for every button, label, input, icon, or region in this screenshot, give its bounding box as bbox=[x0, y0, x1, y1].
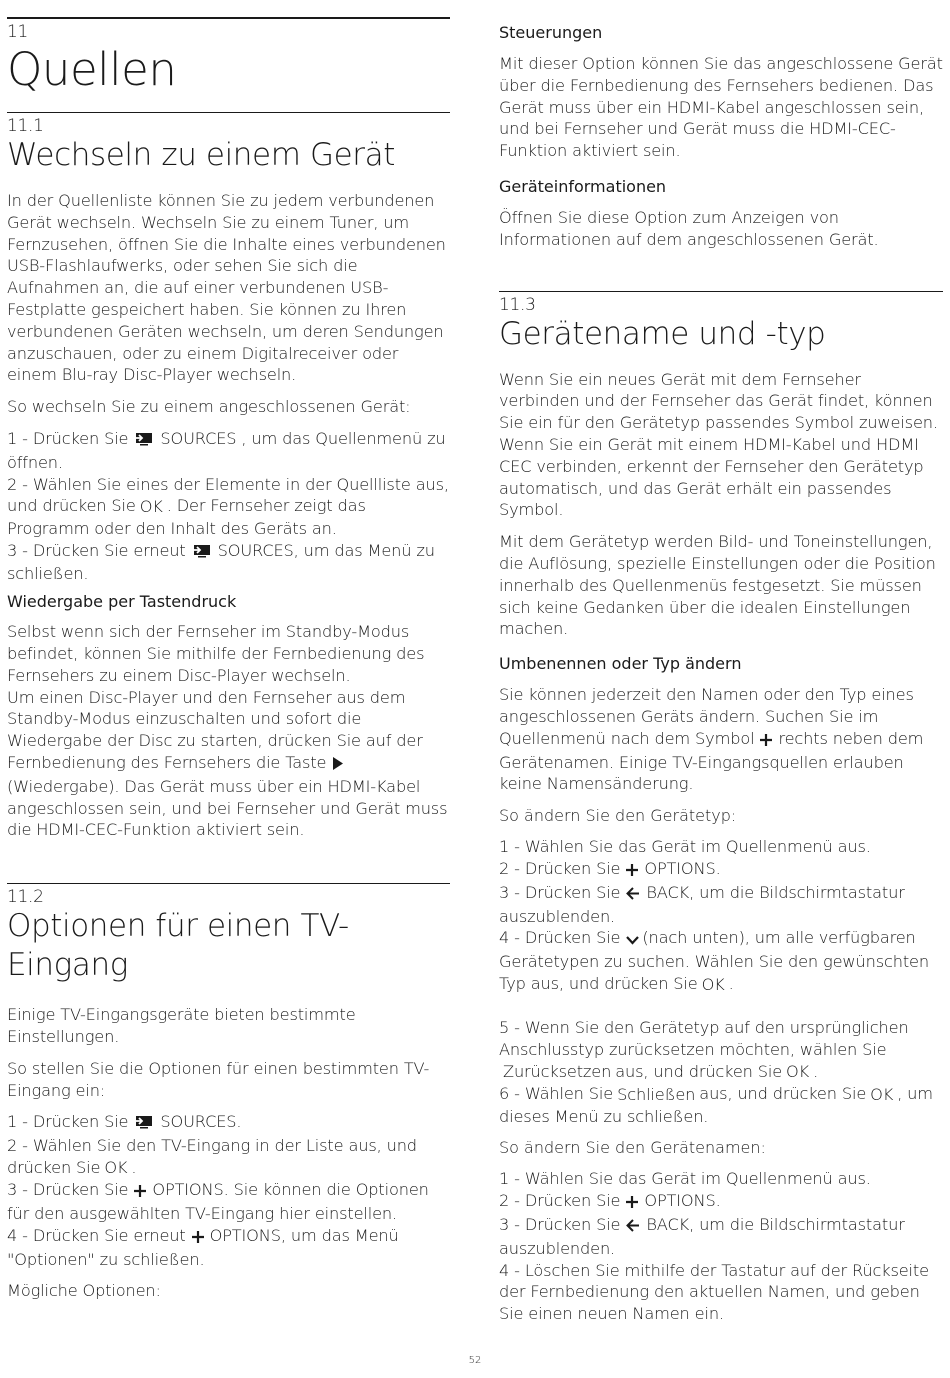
paragraph: So stellen Sie die Optionen für einen bestimmten TV-Eingang ein: bbox=[7, 1058, 430, 1100]
play-icon bbox=[332, 754, 344, 776]
step-text: . Der Fernseher zeigt das Programm oder den Inhalt des Geräts an. bbox=[7, 496, 366, 538]
section-title: Wechseln zu einem Gerät bbox=[7, 137, 395, 173]
chevron-down-icon bbox=[626, 929, 639, 951]
section-title: Optionen für einen TV-Eingang bbox=[7, 908, 349, 984]
key-label: OK bbox=[139, 496, 163, 516]
plus-icon bbox=[626, 1192, 638, 1214]
paragraph: Wenn Sie ein neues Gerät mit dem Fernseher verbinden und der Fernseher das Gerät findet, können Sie ein für den Gerätetyp passendes Symbol zuweisen. Wenn Sie ein Gerät mit einem HDMI-Kabel und HDMI CEC verbinden, erkennt der Fernseher den Gerätetyp automatisch, und das Gerät erhält ein passendes Symbol. bbox=[499, 369, 938, 520]
step-text: , um dieses Menü zu schließen. bbox=[499, 1084, 933, 1126]
sources-icon bbox=[134, 430, 154, 452]
step-text: 1 - Drücken Sie bbox=[7, 428, 129, 448]
key-label: OPTIONS bbox=[644, 1191, 716, 1211]
step-text: 3 - Drücken Sie bbox=[499, 882, 621, 902]
back-arrow-icon bbox=[626, 1216, 640, 1238]
step-text: 4 - Drücken Sie erneut bbox=[7, 1225, 186, 1245]
key-label: Zurücksetzen bbox=[503, 1062, 612, 1082]
chapter-title: Quellen bbox=[7, 43, 177, 96]
step-text: . bbox=[236, 1112, 242, 1132]
step-text: 3 - Drücken Sie bbox=[499, 1215, 621, 1235]
key-label: SOURCES bbox=[217, 540, 294, 560]
step-text: , um die Bildschirmtastatur auszublenden. bbox=[499, 882, 905, 926]
key-label: OK bbox=[786, 1062, 810, 1082]
step-text: 2 - Drücken Sie bbox=[499, 858, 621, 878]
key-label: SOURCES bbox=[160, 1112, 237, 1132]
paragraph: Mögliche Optionen: bbox=[7, 1281, 161, 1301]
key-label: OPTIONS bbox=[152, 1180, 224, 1200]
step-text: 2 - Drücken Sie bbox=[499, 1191, 621, 1211]
step-text: 1 - Wählen Sie das Gerät im Quellenmenü aus. bbox=[499, 837, 871, 857]
step-item bbox=[7, 428, 450, 585]
step-text: (nach unten), um alle verfügbaren Gerätetypen zu suchen. Wählen Sie den gewünschten Typ aus, und drücken Sie bbox=[499, 928, 929, 993]
step-text: 4 - Löschen Sie mithilfe der Tastatur auf der Rückseite der Fernbedienung den aktuellen Namen, und geben Sie einen neuen Namen ein. bbox=[499, 1260, 929, 1324]
subheading: Steuerungen bbox=[499, 23, 603, 42]
step-text: 2 - Wählen Sie eines der Elemente in der Quellliste aus, und drücken Sie bbox=[7, 474, 449, 516]
section-rule bbox=[7, 883, 450, 884]
step-text: . bbox=[715, 1191, 721, 1211]
step-text: 5 - Wenn Sie den Gerätetyp auf den ursprünglichen Anschlusstyp zurücksetzen möchten, wählen Sie bbox=[499, 1018, 909, 1060]
paragraph-text: (Wiedergabe). Das Gerät muss über ein HDMI-Kabel angeschlossen sein, und bei Fernseher und Gerät muss die HDMI-CEC-Funktion aktiviert sein. bbox=[7, 776, 448, 840]
key-label: BACK bbox=[646, 1215, 690, 1235]
key-label: OPTIONS bbox=[644, 858, 716, 878]
paragraph: In der Quellenliste können Sie zu jedem verbundenen Gerät wechseln. Wechseln Sie zu einem Tuner, um Fernzusehen, öffnen Sie die Inhalte eines verbundenen USB-Flashlaufwerks, oder sehen Sie sich die Aufnahmen an, die auf einer verbundenen USB-Festplatte gespeichert haben. Sie können zu Ihren verbundenen Geräten wechseln, um deren Sendungen anzuschauen, oder zu einem Digitalreceiver oder einem Blu-ray Disc-Player wechseln. bbox=[7, 191, 446, 385]
step-text: aus, und drücken Sie bbox=[699, 1084, 867, 1104]
plus-icon bbox=[760, 730, 772, 752]
step-text: 1 - Wählen Sie das Gerät im Quellenmenü aus. bbox=[499, 1169, 871, 1189]
step-text: . bbox=[813, 1061, 819, 1081]
chapter-rule bbox=[7, 17, 450, 19]
step-text: . bbox=[131, 1157, 137, 1177]
subheading: Umbenennen oder Typ ändern bbox=[499, 654, 742, 674]
step-text: 4 - Drücken Sie bbox=[499, 928, 621, 948]
subheading: Wiedergabe per Tastendruck bbox=[7, 592, 237, 612]
subheading: So ändern Sie den Gerätetyp: bbox=[499, 806, 737, 826]
left-column bbox=[7, 0, 450, 1302]
plus-icon bbox=[134, 1181, 146, 1203]
section-number: 11.2 bbox=[7, 887, 44, 908]
page-number: 52 bbox=[468, 1355, 482, 1366]
subheading: Geräteinformationen bbox=[499, 176, 667, 196]
paragraph: Mit dieser Option können Sie das angeschlossene Gerät über die Fernbedienung des Fernsehers bedienen. Das Gerät muss über ein HDMI-Kabel angeschlossen sein, und bei Fernseher und Gerät muss die HDMI-CEC-Funktion aktiviert sein. bbox=[499, 54, 943, 161]
step-list bbox=[499, 836, 943, 995]
step-text: . Sie können die Optionen für den ausgewählten TV-Eingang hier einstellen. bbox=[7, 1180, 429, 1224]
paragraph: Öffnen Sie diese Option zum Anzeigen von Informationen auf dem angeschlossenen Gerät. bbox=[499, 207, 879, 249]
step-text: 1 - Drücken Sie bbox=[7, 1112, 129, 1132]
plus-icon bbox=[626, 860, 638, 882]
key-label: OK bbox=[104, 1158, 128, 1178]
section-rule bbox=[7, 112, 450, 113]
step-text: , um das Menü "Optionen" zu schließen. bbox=[7, 1225, 399, 1269]
chapter-number: 11 bbox=[7, 22, 29, 42]
paragraph-text: Um einen Disc-Player und den Fernseher aus dem Standby-Modus einzuschalten und sofort die Wiedergabe der Disc zu starten, drücken Sie auf der Fernbedienung des Fernsehers die Taste bbox=[7, 687, 423, 772]
step-list bbox=[7, 1111, 450, 1270]
step-list bbox=[499, 1168, 943, 1325]
step-text: , um das Quellenmenü zu öffnen. bbox=[7, 428, 446, 472]
section-rule bbox=[499, 291, 943, 292]
key-label: SOURCES bbox=[160, 428, 237, 448]
step-text: 2 - Wählen Sie den TV-Eingang in der Liste aus, und drücken Sie bbox=[7, 1136, 417, 1177]
step-list bbox=[499, 1017, 943, 1127]
paragraph-text: rechts neben dem Gerätenamen. Einige TV-Eingangsquellen erlauben keine Namensänderung. bbox=[499, 728, 924, 794]
section-title: Gerätename und -typ bbox=[499, 315, 826, 352]
paragraph: Mit dem Gerätetyp werden Bild- und Toneinstellungen, die Auflösung, spezielle Einstellungen oder die Position innerhalb des Quellenmenüs festgesetzt. Sie müssen sich keine Gedanken über die idealen Einstellungen machen. bbox=[499, 532, 936, 639]
step-text: 6 - Wählen Sie bbox=[499, 1084, 614, 1104]
key-label: OPTIONS bbox=[209, 1225, 281, 1245]
paragraph bbox=[499, 684, 943, 795]
right-column bbox=[499, 0, 943, 1325]
step-text: 3 - Drücken Sie bbox=[7, 1180, 129, 1200]
step-text: , um das Menü zu schließen. bbox=[7, 540, 435, 584]
plus-icon bbox=[192, 1227, 204, 1249]
sources-icon bbox=[192, 542, 212, 564]
paragraph-text: Sie können jederzeit den Namen oder den Typ eines angeschlossenen Geräts ändern. Suchen Sie im Quellenmenü nach dem Symbol bbox=[499, 685, 914, 748]
paragraph: So wechseln Sie zu einem angeschlossenen Gerät: bbox=[7, 397, 411, 417]
step-text: , um die Bildschirmtastatur auszublenden. bbox=[499, 1215, 905, 1258]
step-text: . bbox=[715, 858, 721, 878]
key-label: Schließen bbox=[617, 1084, 696, 1104]
step-text: . bbox=[728, 973, 734, 993]
paragraph bbox=[7, 621, 450, 841]
paragraph-text: Selbst wenn sich der Fernseher im Standby-Modus befindet, können Sie mithilfe der Fernbedienung des Fernsehers zu einem Disc-Player wechseln. bbox=[7, 622, 425, 685]
sources-icon bbox=[134, 1113, 154, 1135]
key-label: OK bbox=[870, 1084, 894, 1104]
key-label: OK bbox=[701, 974, 725, 994]
section-number: 11.3 bbox=[499, 294, 536, 315]
step-text: 3 - Drücken Sie erneut bbox=[7, 540, 186, 560]
step-text: aus, und drücken Sie bbox=[615, 1061, 783, 1081]
key-label: BACK bbox=[646, 882, 690, 902]
paragraph: Einige TV-Eingangsgeräte bieten bestimmte Einstellungen. bbox=[7, 1005, 356, 1046]
section-number: 11.1 bbox=[7, 116, 44, 136]
back-arrow-icon bbox=[626, 884, 640, 906]
subheading: So ändern Sie den Gerätenamen: bbox=[499, 1138, 766, 1158]
